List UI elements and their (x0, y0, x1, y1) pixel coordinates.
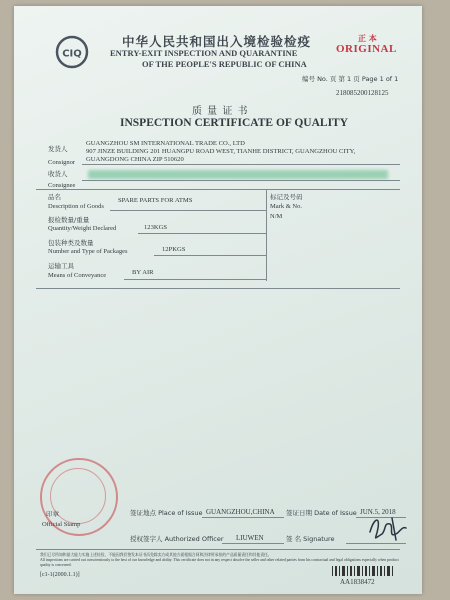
conveyance-label-cn: 运输工具 (48, 262, 74, 270)
consignor-line-2: 907 JINZE BUILDING 201 HUANGPU ROAD WEST, TIANHE DISTRICT, GUANGZHOU CITY, (86, 148, 356, 155)
packages-underline (154, 255, 266, 256)
goods-value: SPARE PARTS FOR ATMS (118, 197, 193, 204)
footer-divider (36, 549, 400, 550)
conveyance-label-en: Means of Conveyance (48, 272, 107, 279)
officer-underline (222, 543, 284, 544)
section-divider (36, 189, 400, 190)
marks-value: N/M (270, 213, 283, 220)
svg-text:CIQ: CIQ (62, 48, 82, 60)
consignee-redaction (88, 170, 388, 179)
certificate-number: 218085200128125 (336, 89, 389, 97)
signature-underline (346, 543, 406, 544)
consignee-label-cn: 收货人 (48, 170, 68, 178)
serial-barcode (332, 566, 394, 576)
body-top-divider (36, 288, 400, 289)
consignor-label-en: Consignor (48, 159, 76, 166)
date-of-issue-label: 签证日期 Date of Issue (286, 509, 357, 517)
stamp-label-cn: 印章 (46, 510, 59, 518)
disclaimer-en: All inspections are carried out conscientiously to the best of our knowledge and ability. This certificate does not in any respect absolve the seller and other related parties from his contractual and legal obligations especially when product quality is concerned. (40, 558, 399, 567)
serial-number: AA1838472 (340, 578, 375, 586)
authorized-officer-value: LIUWEN (236, 534, 264, 542)
consignor-line-1: GUANGZHOU SM INTERNATIONAL TRADE CO., LTD (86, 140, 245, 147)
marks-column-divider (266, 189, 267, 281)
consignee-underline (82, 180, 400, 181)
disclaimer-cn: 我们已尽所知和最大能力实施上述检验，不能因我们签发本证书而免除卖方或其他方面根据合同和法律所承担的产品质量责任和其他责任。 (40, 552, 272, 557)
consignor-line-3: GUANGDONG CHINA ZIP 510620 (86, 156, 184, 163)
consignor-underline (82, 164, 400, 165)
certificate-document (14, 6, 422, 594)
consignee-label-en: Consignee (48, 182, 76, 189)
original-label-en: ORIGINAL (336, 43, 397, 55)
handwritten-signature (366, 510, 410, 544)
packages-label-cn: 包装种类及数量 (48, 239, 94, 247)
goods-label-en: Description of Goods (48, 203, 104, 210)
signature-label: 签 名 Signature (286, 535, 335, 543)
form-code: [c1-1(2000.1.1)] (40, 572, 80, 578)
packages-value: 12PKGS (162, 246, 186, 253)
place-underline (202, 517, 284, 518)
date-of-issue-value: JUN.5, 2018 (360, 508, 396, 516)
authorized-officer-label: 授权签字人 Authorized Officer (130, 535, 224, 543)
place-of-issue-value: GUANGZHOU,CHINA (206, 508, 275, 516)
goods-underline (110, 210, 266, 211)
conveyance-underline (124, 279, 266, 280)
title-cn: 质 量 证 书 (192, 106, 249, 117)
stamp-label-en: Official Stamp (42, 521, 81, 528)
org-name-en-1: ENTRY-EXIT INSPECTION AND QUARANTINE (110, 48, 298, 58)
marks-label-cn: 标记及号码 (270, 193, 303, 201)
place-of-issue-label: 签证地点 Place of Issue (130, 509, 203, 517)
quantity-label-cn: 报检数量/重量 (48, 216, 90, 224)
original-label-cn: 正 本 (358, 34, 377, 43)
packages-label-en: Number and Type of Packages (48, 248, 128, 255)
conveyance-value: BY AIR (132, 269, 154, 276)
page-info: 编号 No. 页 第 1 页 Page 1 of 1 (302, 75, 399, 83)
title-en: INSPECTION CERTIFICATE OF QUALITY (120, 117, 349, 129)
quantity-label-en: Quantity/Weight Declared (48, 225, 117, 232)
ciq-logo (54, 34, 90, 70)
marks-label-en: Mark & No. (270, 203, 302, 210)
org-name-en-2: OF THE PEOPLE'S REPUBLIC OF CHINA (142, 59, 307, 69)
consignor-label-cn: 发货人 (48, 145, 68, 153)
org-name-cn: 中华人民共和国出入境检验检疫 (122, 34, 312, 49)
quantity-underline (138, 233, 266, 234)
quantity-value: 123KGS (144, 224, 168, 231)
goods-label-cn: 品名 (48, 193, 61, 201)
